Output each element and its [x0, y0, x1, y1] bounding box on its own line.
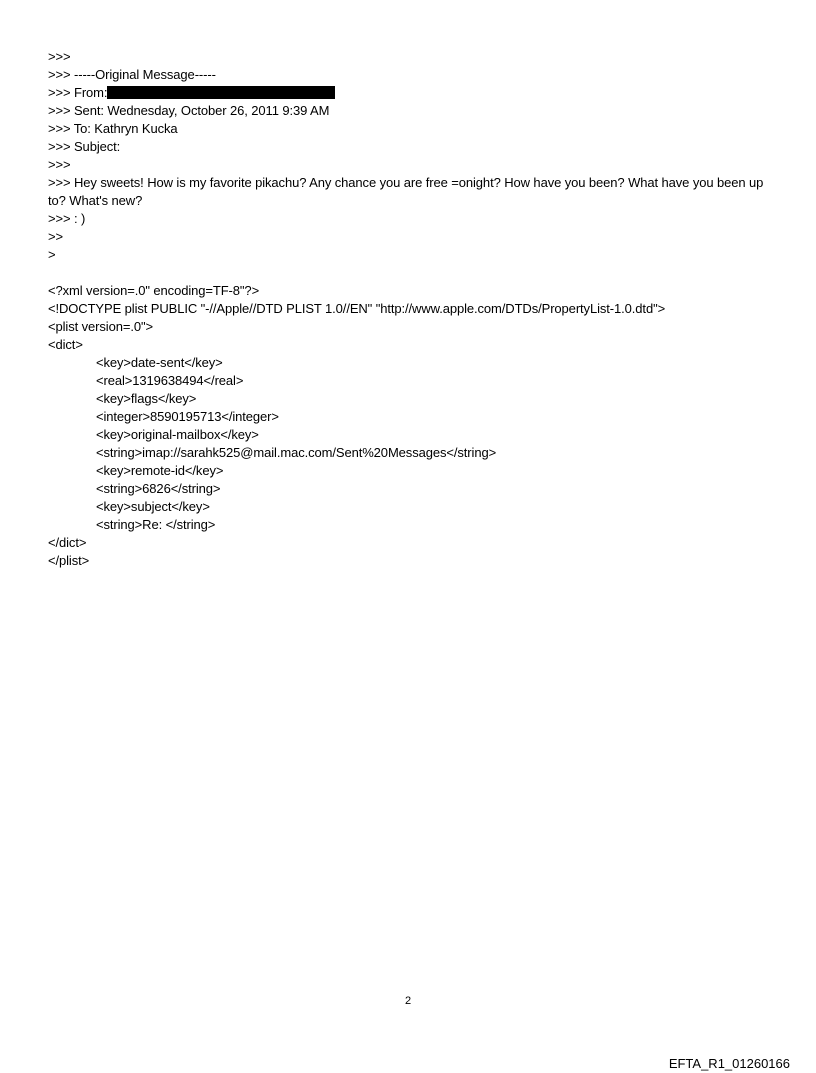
email-document — [48, 48, 767, 570]
doctype-line: <!DOCTYPE plist PUBLIC "-//Apple//DTD PLIST 1.0//EN" "http://www.apple.com/DTDs/PropertyList-1.0.dtd"> — [48, 301, 666, 316]
quote-line: >> — [48, 229, 63, 244]
message-body: >>> Hey sweets! How is my favorite pikachu? Any chance you are free =onight? How have you been? What have you been up to? What's new? — [48, 175, 767, 208]
plist-entry: <string>Re: </string> — [96, 517, 216, 532]
blank-line — [48, 264, 764, 282]
plist-entry: <string>imap://sarahk525@mail.mac.com/Sent%20Messages</string> — [96, 445, 497, 460]
plist-entry: <key>flags</key> — [96, 391, 197, 406]
sent-line: >>> Sent: Wednesday, October 26, 2011 9:39 AM — [48, 103, 330, 118]
original-message-header: >>> -----Original Message----- — [48, 67, 216, 82]
page-number: 2 — [404, 995, 412, 1007]
quote-line: > — [48, 247, 56, 262]
from-line — [48, 84, 764, 102]
plist-entry: <key>remote-id</key> — [96, 463, 224, 478]
subject-line: >>> Subject: — [48, 139, 121, 154]
to-line: >>> To: Kathryn Kucka — [48, 121, 178, 136]
plist-close-tag: </plist> — [48, 553, 90, 568]
plist-entry: <integer>8590195713</integer> — [96, 409, 279, 424]
bates-number: EFTA_R1_01260166 — [668, 1056, 790, 1071]
plist-entry: <key>original-mailbox</key> — [96, 427, 259, 442]
plist-entry: <real>1319638494</real> — [96, 373, 244, 388]
quote-line: >>> — [48, 157, 71, 172]
plist-entry: <key>subject</key> — [96, 499, 210, 514]
dict-open-tag: <dict> — [48, 337, 83, 352]
quote-line: >>> — [48, 49, 71, 64]
from-label: >>> From: — [48, 85, 108, 100]
plist-entry: <string>6826</string> — [96, 481, 221, 496]
dict-close-tag: </dict> — [48, 535, 87, 550]
plist-open-tag: <plist version=.0"> — [48, 319, 153, 334]
smiley-line: >>> : ) — [48, 211, 86, 226]
redaction-box — [107, 86, 335, 99]
plist-entry: <key>date-sent</key> — [96, 355, 223, 370]
xml-declaration: <?xml version=.0" encoding=TF-8"?> — [48, 283, 260, 298]
